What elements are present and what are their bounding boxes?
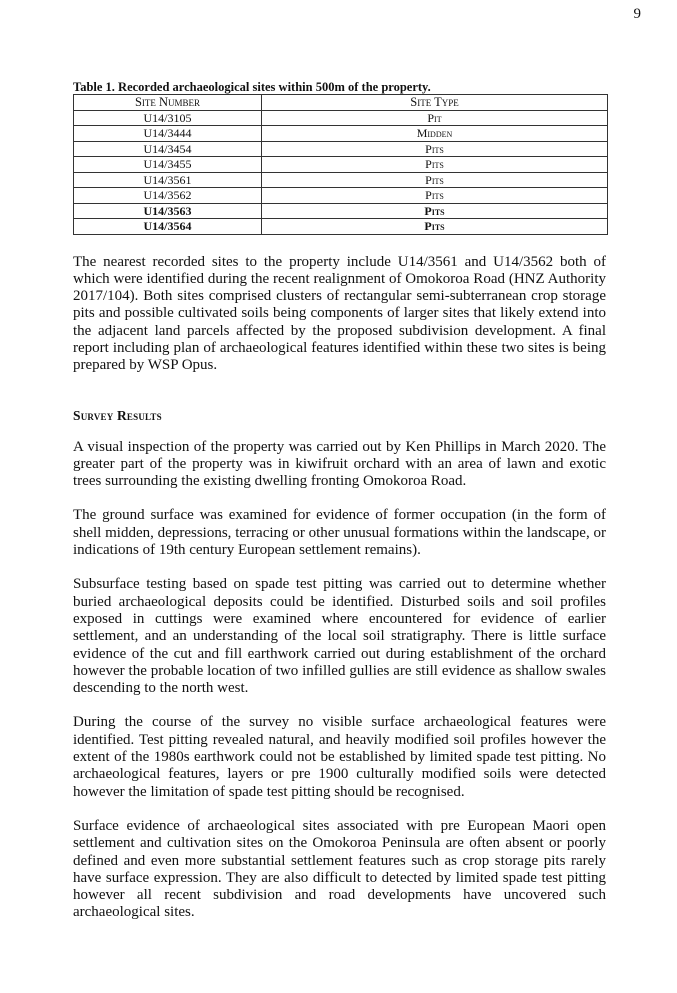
body-paragraph: Surface evidence of archaeological sites associated with pre European Maori open settlement and cultivation sites on the Omokoroa Peninsula are often absent or poorly defined and even more substantial settlement features such as crop storage pits rarely have surface expression. They are also difficult to detected by limited spade test pitting however all recent subdivision and road developments have uncovered such archaeological sites.	[73, 817, 606, 921]
table-row	[74, 172, 608, 188]
body-paragraph: A visual inspection of the property was carried out by Ken Phillips in March 2020. The greater part of the property was in kiwifruit orchard with an area of lawn and exotic trees surrounding the existing dwelling fronting Omokoroa Road.	[73, 438, 606, 490]
header-site-type: Site Type	[262, 95, 608, 111]
site-type-cell: Pits	[262, 188, 608, 204]
table-row	[74, 157, 608, 173]
body-paragraph: The ground surface was examined for evidence of former occupation (in the form of shell midden, depressions, terracing or other unusual formations within the landscape, or indications of 19th century European settlement remains).	[73, 507, 606, 559]
table-row	[74, 126, 608, 142]
header-site-number: Site Number	[74, 95, 262, 111]
table-header-row	[74, 95, 608, 111]
site-type-cell: Pits	[262, 141, 608, 157]
intro-paragraph: The nearest recorded sites to the property include U14/3561 and U14/3562 both of which were identified during the recent realignment of Omokoroa Road (HNZ Authority 2017/104). Both sites comprised clusters of rectangular semi-subterranean crop storage pits and possible cultivated soils being components of larger sites that likely extend into the adjacent land parcels affected by the proposed subdivision development. A final report including plan of archaeological features identified within these two sites is being prepared by WSP Opus.	[73, 253, 606, 374]
sites-table	[73, 94, 608, 235]
page-number: 9	[633, 6, 641, 22]
site-type-cell: Pits	[262, 219, 608, 235]
site-number-cell: U14/3105	[74, 110, 262, 126]
site-type-cell: Pits	[262, 157, 608, 173]
site-type-cell: Midden	[262, 126, 608, 142]
site-number-cell: U14/3561	[74, 172, 262, 188]
site-number-cell: U14/3444	[74, 126, 262, 142]
site-number-cell: U14/3454	[74, 141, 262, 157]
table-row	[74, 110, 608, 126]
table-row	[74, 141, 608, 157]
section-heading: Survey Results	[73, 407, 162, 423]
site-number-cell: U14/3455	[74, 157, 262, 173]
body-paragraph: During the course of the survey no visible surface archaeological features were identified. Test pitting revealed natural, and heavily modified soil profiles however the extent of the 1980s earthwork could not be established by limited spade test pitting. No archaeological features, layers or pre 1900 culturally modified soils were detected however the limitation of spade test pitting should be recognised.	[73, 714, 606, 800]
page-content	[73, 80, 606, 922]
table-row	[74, 219, 608, 235]
site-type-cell: Pits	[262, 172, 608, 188]
table-row	[74, 203, 608, 219]
site-number-cell: U14/3562	[74, 188, 262, 204]
table-caption: Table 1. Recorded archaeological sites within 500m of the property.	[73, 80, 431, 94]
site-type-cell: Pits	[262, 203, 608, 219]
site-number-cell: U14/3564	[74, 219, 262, 235]
site-number-cell: U14/3563	[74, 203, 262, 219]
table-row	[74, 188, 608, 204]
site-type-cell: Pit	[262, 110, 608, 126]
body-paragraph: Subsurface testing based on spade test pitting was carried out to determine whether buried archaeological deposits could be identified. Disturbed soils and soil profiles exposed in cuttings were examined where encountered for evidence of earlier settlement, and an understanding of the local soil stratigraphy. There is little surface evidence of the cut and fill earthwork carried out during establishment of the orchard however the probable location of two infilled gullies are still evidence as shallow swales descending to the north west.	[73, 576, 606, 697]
